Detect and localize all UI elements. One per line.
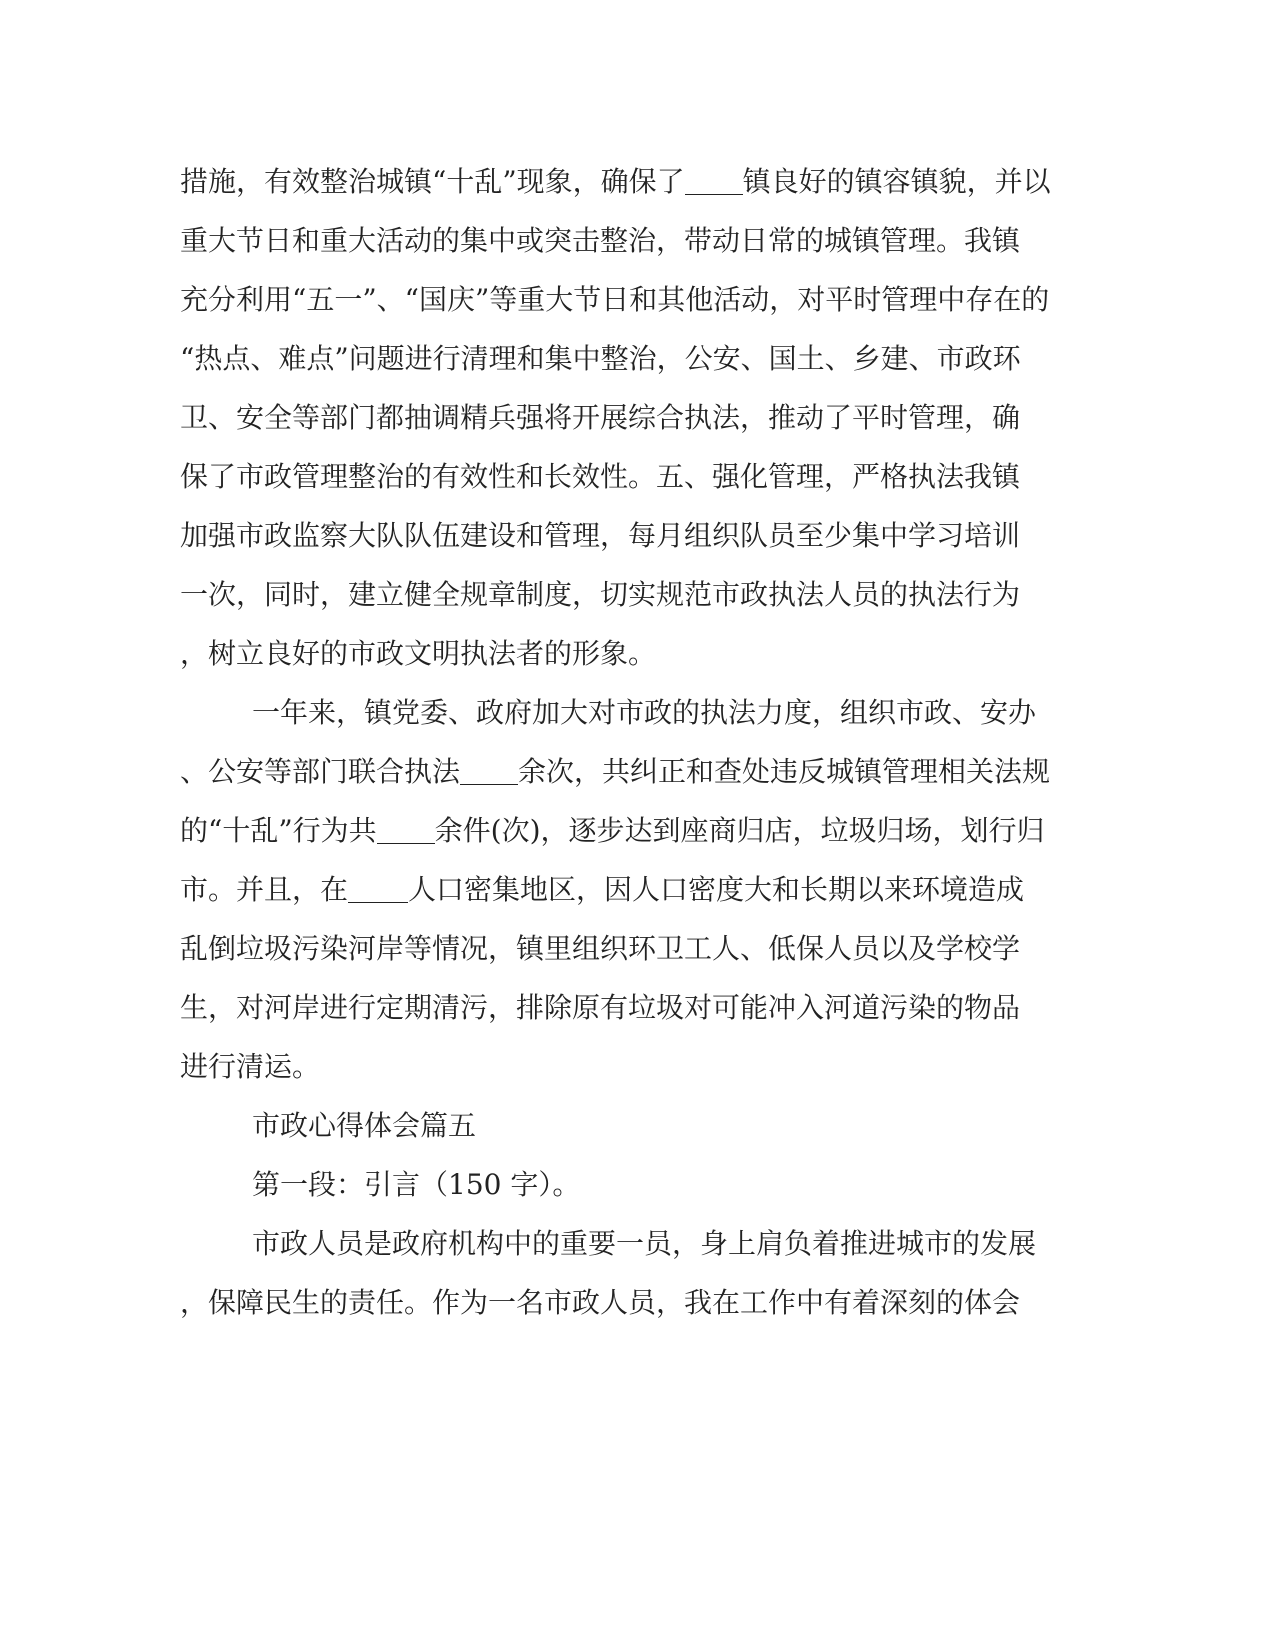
paragraph-3 [180,1214,1037,1332]
text-line: ，树立良好的市政文明执法者的形象。 [180,637,657,670]
text-line: 生，对河岸进行定期清污，排除原有垃圾对可能冲入河道污染的物品 [180,991,1021,1024]
text-segment: 镇良好的镇容镇貌，并以 [742,165,1051,198]
text-segment: 、公安等部门联合执法 [180,755,461,788]
text-line: ，保障民生的责任。作为一名市政人员，我在工作中有着深刻的体会 [180,1286,1021,1319]
document-page [180,152,1051,1332]
text-line: “热点、难点”问题进行清理和集中整治，公安、国土、乡建、市政环 [180,342,1021,375]
text-segment: 余次，共纠正和查处违反城镇管理相关法规 [518,755,1051,788]
text-segment: 市。并且，在 [180,873,349,906]
section-title: 第一段：引言（150 字）。 [252,1168,581,1201]
text-segment: 人口密集地区，因人口密度大和长期以来环境造成 [408,873,1025,906]
fill-blank [348,872,408,903]
text-line: 一年来，镇党委、政府加大对市政的执法力度，组织市政、安办 [252,696,1037,729]
text-line: 一次，同时，建立健全规章制度，切实规范市政执法人员的执法行为 [180,578,1021,611]
fill-blank [377,813,435,844]
text-line [180,742,1051,801]
fill-blank [685,164,743,195]
text-line: 保了市政管理整治的有效性和长效性。五、强化管理，严格执法我镇 [180,460,1021,493]
text-line [180,860,1030,919]
text-line: 进行清运。 [180,1050,321,1083]
text-segment: 措施，有效整治城镇“十乱”现象，确保了 [180,165,685,198]
text-line: 卫、安全等部门都抽调精兵强将开展综合执法，推动了平时管理，确 [180,401,1021,434]
fill-blank [460,754,518,785]
text-line [180,152,1051,211]
text-line: 乱倒垃圾污染河岸等情况，镇里组织环卫工人、低保人员以及学校学 [180,932,1021,965]
text-line: 充分利用“五一”、“国庆”等重大节日和其他活动，对平时管理中存在的 [180,283,1050,316]
paragraph-1 [180,152,1051,683]
text-line: 加强市政监察大队队伍建设和管理，每月组织队员至少集中学习培训 [180,519,1021,552]
text-segment: 的“十乱”行为共 [180,814,377,847]
paragraph-2 [180,683,1051,1096]
text-line: 重大节日和重大活动的集中或突击整治，带动日常的城镇管理。我镇 [180,224,1021,257]
text-line [180,801,1045,860]
text-line: 市政人员是政府机构中的重要一员，身上肩负着推进城市的发展 [252,1227,1037,1260]
text-segment: 余件(次)，逐步达到座商归店，垃圾归场，划行归 [434,814,1045,847]
section-heading: 市政心得体会篇五 [252,1109,477,1142]
